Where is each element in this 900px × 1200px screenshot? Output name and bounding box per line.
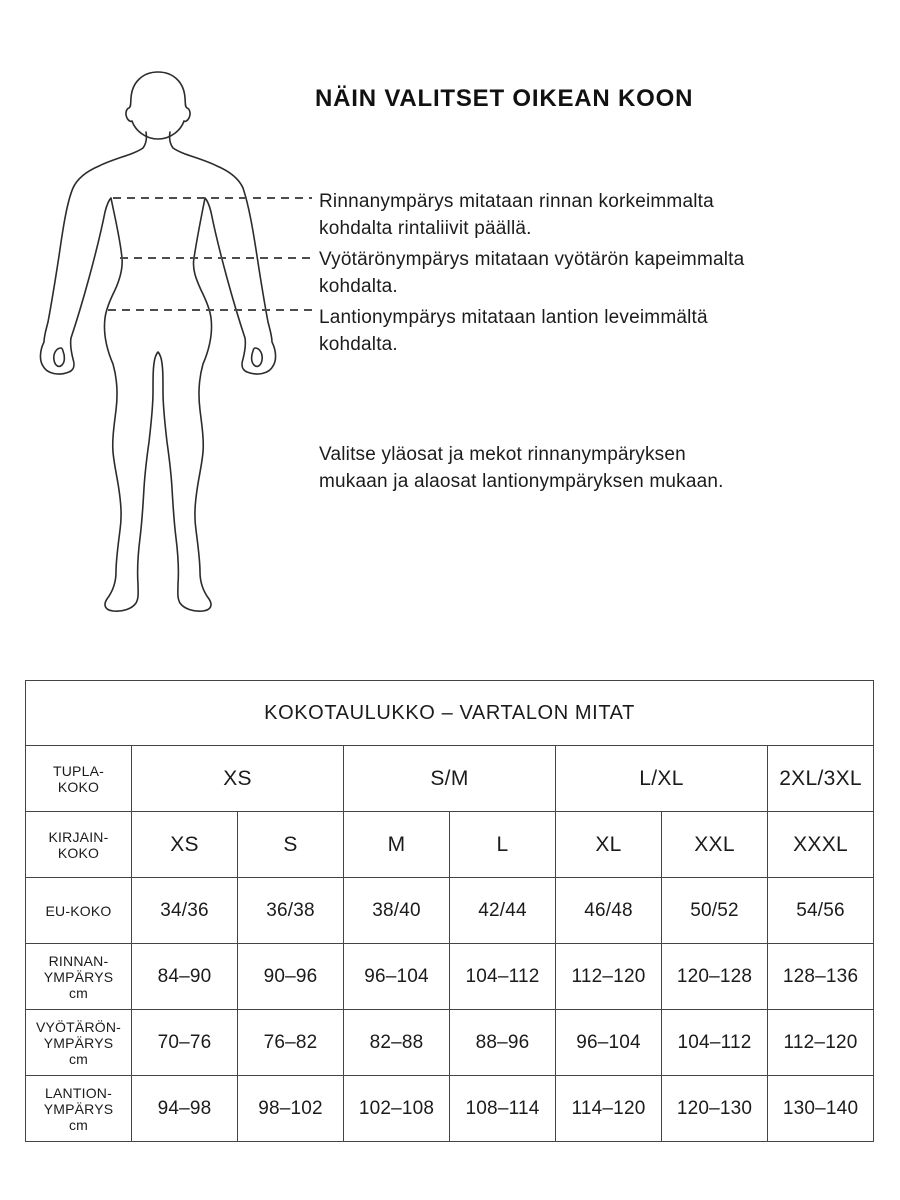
- waist-measurement-line: [120, 257, 312, 259]
- waist-range-cell: 88–96: [450, 1010, 556, 1076]
- waist-range-cell: 76–82: [238, 1010, 344, 1076]
- waist-range-cell: 104–112: [662, 1010, 768, 1076]
- hip-range-cell: 114–120: [556, 1076, 662, 1142]
- chest-range-cell: 128–136: [768, 944, 874, 1010]
- row-label-letter-size: [26, 812, 132, 878]
- waist-measure-row: [26, 1010, 874, 1076]
- row-label-line: cm: [68, 984, 89, 1001]
- eu-size-cell: 34/36: [132, 878, 238, 944]
- hip-range-cell: 102–108: [344, 1076, 450, 1142]
- chest-range-cell: 104–112: [450, 944, 556, 1010]
- chest-range-cell: 96–104: [344, 944, 450, 1010]
- chest-measure-row: [26, 944, 874, 1010]
- row-label-line: TUPLA-: [53, 762, 104, 779]
- waist-range-cell: 70–76: [132, 1010, 238, 1076]
- hip-instruction-line-2: kohdalta.: [319, 334, 398, 355]
- left-thumb-outline: [54, 348, 65, 366]
- chest-instruction: [319, 188, 714, 242]
- hip-range-cell: 120–130: [662, 1076, 768, 1142]
- body-outline: [40, 132, 275, 611]
- row-label-line: KOKO: [57, 844, 100, 861]
- head-outline: [126, 72, 190, 139]
- waist-instruction-line-2: kohdalta.: [319, 276, 398, 297]
- letter-size-cell: L: [450, 812, 556, 878]
- waist-instruction: [319, 246, 744, 300]
- eu-size-cell: 36/38: [238, 878, 344, 944]
- size-table-title: KOKOTAULUKKO – VARTALON MITAT: [26, 681, 874, 746]
- letter-size-cell: XXXL: [768, 812, 874, 878]
- chest-range-cell: 84–90: [132, 944, 238, 1010]
- size-table-title-row: [26, 681, 874, 746]
- eu-size-cell: 54/56: [768, 878, 874, 944]
- hip-measure-row: [26, 1076, 874, 1142]
- row-label-line: LANTION-: [45, 1084, 112, 1101]
- row-label-line: RINNAN-: [48, 952, 109, 969]
- selection-note: [319, 441, 724, 495]
- letter-size-cell: XXL: [662, 812, 768, 878]
- waist-range-cell: 96–104: [556, 1010, 662, 1076]
- double-size-cell-lxl: L/XL: [556, 746, 768, 812]
- row-label-eu-size: [26, 878, 132, 944]
- body-outline-figure: [25, 60, 305, 630]
- hip-range-cell: 108–114: [450, 1076, 556, 1142]
- row-label-waist: [26, 1010, 132, 1076]
- double-size-cell-2xl3xl: 2XL/3XL: [768, 746, 874, 812]
- double-size-row: [26, 746, 874, 812]
- row-label-double-size: [26, 746, 132, 812]
- chest-instruction-line-2: kohdalta rintaliivit päällä.: [319, 218, 532, 239]
- hip-range-cell: 130–140: [768, 1076, 874, 1142]
- letter-size-cell: XS: [132, 812, 238, 878]
- row-label-line: YMPÄRYS: [43, 968, 114, 985]
- row-label-chest: [26, 944, 132, 1010]
- row-label-hip: [26, 1076, 132, 1142]
- page-title: NÄIN VALITSET OIKEAN KOON: [315, 85, 694, 112]
- row-label-line: KOKO: [57, 778, 100, 795]
- row-label-line: YMPÄRYS: [43, 1100, 114, 1117]
- hip-range-cell: 94–98: [132, 1076, 238, 1142]
- chest-range-cell: 112–120: [556, 944, 662, 1010]
- double-size-cell-sm: S/M: [344, 746, 556, 812]
- right-thumb-outline: [252, 348, 263, 366]
- chest-measurement-line: [113, 197, 312, 199]
- eu-size-cell: 50/52: [662, 878, 768, 944]
- eu-size-row: [26, 878, 874, 944]
- row-label-line: YMPÄRYS: [43, 1034, 114, 1051]
- selection-note-line-1: Valitse yläosat ja mekot rinnanympäryksen: [319, 444, 686, 465]
- eu-size-cell: 38/40: [344, 878, 450, 944]
- letter-size-row: [26, 812, 874, 878]
- hip-range-cell: 98–102: [238, 1076, 344, 1142]
- row-label-line: EU-KOKO: [45, 902, 112, 919]
- letter-size-cell: S: [238, 812, 344, 878]
- eu-size-cell: 42/44: [450, 878, 556, 944]
- row-label-line: KIRJAIN-: [48, 828, 109, 845]
- hip-measurement-line: [108, 309, 312, 311]
- chest-instruction-line-1: Rinnanympärys mitataan rinnan korkeimmalta: [319, 191, 714, 212]
- hip-instruction-line-1: Lantionympärys mitataan lantion leveimmältä: [319, 307, 708, 328]
- row-label-line: VYÖTÄRÖN-: [35, 1018, 122, 1035]
- size-table: [25, 680, 874, 1142]
- chest-range-cell: 90–96: [238, 944, 344, 1010]
- chest-range-cell: 120–128: [662, 944, 768, 1010]
- row-label-line: cm: [68, 1116, 89, 1133]
- waist-instruction-line-1: Vyötärönympärys mitataan vyötärön kapeimmalta: [319, 249, 745, 270]
- waist-range-cell: 82–88: [344, 1010, 450, 1076]
- eu-size-cell: 46/48: [556, 878, 662, 944]
- double-size-cell-xs: XS: [132, 746, 344, 812]
- selection-note-line-2: mukaan ja alaosat lantionympäryksen mukaan.: [319, 471, 724, 492]
- letter-size-cell: XL: [556, 812, 662, 878]
- row-label-line: cm: [68, 1050, 89, 1067]
- waist-range-cell: 112–120: [768, 1010, 874, 1076]
- letter-size-cell: M: [344, 812, 450, 878]
- hip-instruction: [319, 304, 708, 358]
